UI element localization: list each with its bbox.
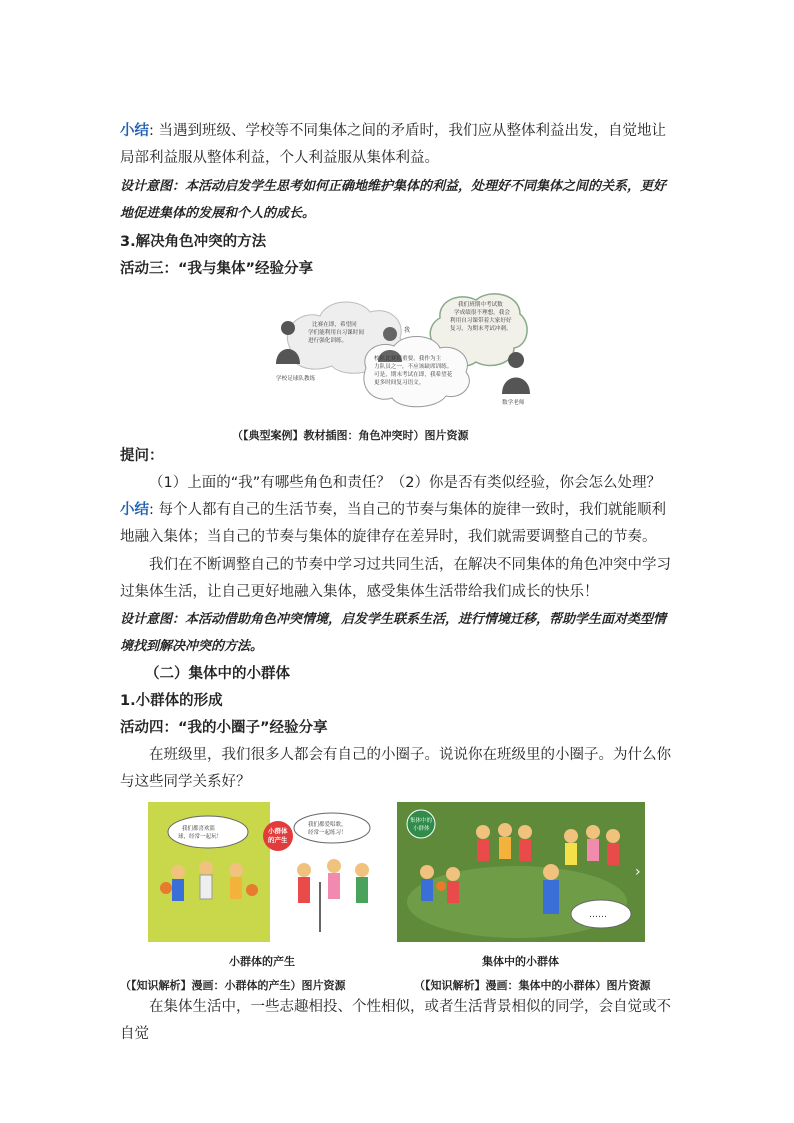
figure-3-caption: （【知识解析】漫画：集体中的小群体）图片资源 xyxy=(414,979,651,992)
comic-group-formation xyxy=(148,802,392,942)
figure-1-caption: （【典型案例】教材插图：角色冲突时）图片资源 xyxy=(232,429,469,442)
role-conflict-illustration xyxy=(270,288,532,416)
summary-paragraph-1 xyxy=(120,118,676,172)
questions-text: （1）上面的“我”有哪些角色和责任？（2）你是否有类似经验，你会怎么处理？ xyxy=(149,475,661,491)
section-heading-small-groups: （二）集体中的小群体 xyxy=(145,666,290,682)
figure-2-caption: （【知识解析】漫画：小群体的产生）图片资源 xyxy=(120,979,346,992)
badge-line-2: 的产生 xyxy=(268,836,288,844)
bubble-right-line-4: 复习，为期末考试冲刺。 xyxy=(450,326,512,332)
bubble-mid-line-1: 校队比赛很重要，我作为主 xyxy=(374,356,442,362)
summary-label: 小结 xyxy=(120,123,149,139)
closing-paragraph: 在集体生活中，一些志趣相投、个性相似，或者生活背景相似的同学，会自觉或不自觉 xyxy=(120,999,671,1042)
bubble-mid-line-4: 更多时间复习语文。 xyxy=(374,380,425,386)
left-speech-line-1: 我们都喜欢篮 xyxy=(182,826,216,832)
activity-3-title: “我与集体”经验分享 xyxy=(178,261,314,277)
bubble-mid-line-2: 力队员之一，不应该缺席训练。 xyxy=(374,364,453,370)
activity-4-title: “我的小圈子”经验分享 xyxy=(178,720,328,736)
design-intent-1: 设计意图：本活动启发学生思考如何正确地维护集体的利益，处理好不同集体之间的关系，更好地促进集体的发展和个人的成长。 xyxy=(120,179,667,221)
svg-text:›: › xyxy=(635,864,641,880)
summary-label-2: 小结 xyxy=(120,502,149,518)
question-heading: 提问： xyxy=(120,448,164,464)
badge-line-1: 小群体 xyxy=(268,827,288,835)
body-paragraph: 我们在不断调整自己的节奏中学习过共同生活，在解决不同集体的角色冲突中学习过集体生活，让自己更好地融入集体，感受集体生活带给我们成长的快乐！ xyxy=(120,557,671,600)
group-badge-line-2: 小群体 xyxy=(413,826,430,832)
label-me: 我 xyxy=(404,327,411,334)
right-comic-subcaption: 集体中的小群体 xyxy=(482,955,559,968)
activity-4-heading xyxy=(120,715,676,742)
activity-4-prompt: 在班级里，我们很多人都会有自己的小圈子。说说你在班级里的小圈子。为什么你与这些同学关系好？ xyxy=(120,747,671,790)
bubble-left-line-1: 比赛在即，希望同 xyxy=(312,322,357,328)
label-teacher: 数学老师 xyxy=(502,400,525,406)
bubble-left-line-2: 学们能利用自习课时间 xyxy=(308,330,364,336)
left-comic-subcaption: 小群体的产生 xyxy=(229,955,295,968)
bubble-mid-line-3: 可是，期末考试在即，我希望花 xyxy=(374,372,453,378)
bubble-right-line-2: 学成绩很不理想，我会 xyxy=(454,310,510,316)
left-speech-line-2: 球，经常一起玩！ xyxy=(178,834,223,840)
right-speech-line-1: 我们都爱唱歌， xyxy=(308,822,347,828)
bubble-left-line-3: 进行强化训练。 xyxy=(308,338,348,344)
bubble-right-line-1: 我们班期中考试数 xyxy=(458,302,503,308)
heading-group-formation: 1.小群体的形成 xyxy=(120,693,223,709)
bubble-right-line-3: 利用自习课带着大家好好 xyxy=(450,318,512,324)
comic-small-groups-in-collective xyxy=(397,802,645,942)
activity-3-label: 活动三： xyxy=(120,261,178,277)
summary-paragraph-2 xyxy=(120,497,676,551)
summary-text: : 当遇到班级、学校等不同集体之间的矛盾时，我们应从整体利益出发，自觉地让局部利益服从整体利益，个人利益服从集体利益。 xyxy=(120,123,666,166)
right-speech-line-2: 经常一起练习！ xyxy=(308,830,347,836)
group-speech: …… xyxy=(589,910,607,920)
group-badge-line-1: 集体中的 xyxy=(410,818,433,824)
summary-text-2: : 每个人都有自己的生活节奏，当自己的节奏与集体的旋律一致时，我们就能顺利地融入集体；当自己的节奏与集体的旋律存在差异时，我们就需要调整自己的节奏。 xyxy=(120,502,666,545)
design-intent-2: 设计意图：本活动借助角色冲突情境，启发学生联系生活，进行情境迁移，帮助学生面对类型情境找到解决冲突的方法。 xyxy=(120,612,667,654)
activity-4-label: 活动四： xyxy=(120,720,178,736)
heading-role-conflict: 3.解决角色冲突的方法 xyxy=(120,234,267,250)
label-coach: 学校足球队教练 xyxy=(276,376,316,382)
activity-3-heading xyxy=(120,256,676,283)
